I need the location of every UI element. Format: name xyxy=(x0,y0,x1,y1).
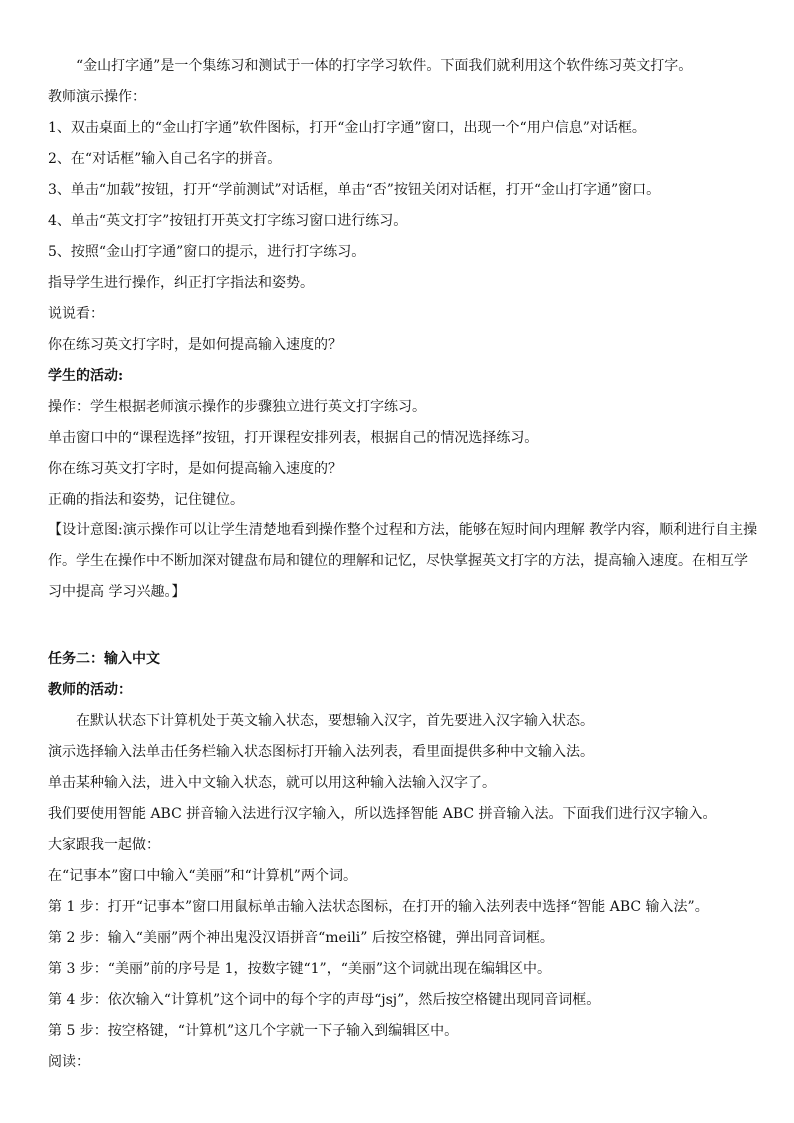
student-line: 你在练习英文打字时，是如何提高输入速度的？ xyxy=(48,461,342,477)
task2-line: 在默认状态下计算机处于英文输入状态，要想输入汉字，首先要进入汉字输入状态。 xyxy=(76,713,594,729)
task2-heading: 任务二：输入中文 xyxy=(48,651,160,667)
guide-students-line: 指导学生进行操作，纠正打字指法和姿势。 xyxy=(48,275,314,291)
intro-paragraph: “金山打字通”是一个集练习和测试于一体的打字学习软件。下面我们就利用这个软件练习英文打字。 xyxy=(76,58,693,74)
discuss-question: 你在练习英文打字时，是如何提高输入速度的？ xyxy=(48,337,342,353)
reading-label: 阅读： xyxy=(48,1054,90,1070)
demo-step: 1、双击桌面上的“金山打字通”软件图标，打开“金山打字通”窗口，出现一个“用户信息”对话框。 xyxy=(48,120,646,136)
task2-step: 第 5 步：按空格键，“计算机”这几个字就一下子输入到编辑区中。 xyxy=(48,1023,459,1039)
student-line: 操作：学生根据老师演示操作的步骤独立进行英文打字练习。 xyxy=(48,399,426,415)
task2-step: 第 2 步：输入“美丽”两个神出鬼没汉语拼音“meili” 后按空格键，弹出同音词框。 xyxy=(48,930,554,946)
demo-step: 4、单击“英文打字”按钮打开英文打字练习窗口进行练习。 xyxy=(48,213,408,229)
task2-line: 大家跟我一起做： xyxy=(48,837,160,853)
task2-step: 第 1 步：打开“记事本”窗口用鼠标单击输入法状态图标，在打开的输入法列表中选择“智能 ABC 输入法”。 xyxy=(48,899,709,915)
teacher-demo-heading: 教师演示操作： xyxy=(48,89,146,105)
task2-step: 第 4 步：依次输入“计算机”这个词中的每个字的声母“jsj”，然后按空格键出现同音词框。 xyxy=(48,992,601,1008)
student-line: 单击窗口中的“课程选择”按钮，打开课程安排列表，根据自己的情况选择练习。 xyxy=(48,430,539,446)
task2-line: 在“记事本”窗口中输入“美丽”和“计算机”两个词。 xyxy=(48,868,357,884)
student-line: 正确的指法和姿势，记住键位。 xyxy=(48,492,244,508)
demo-step: 3、单击“加载”按钮，打开“学前测试”对话框，单击“否”按钮关闭对话框，打开“金山打字通”窗口。 xyxy=(48,182,661,198)
student-activity-heading: 学生的活动: xyxy=(48,368,124,384)
task2-line: 我们要使用智能 ABC 拼音输入法进行汉字输入，所以选择智能 ABC 拼音输入法。下面我们进行汉字输入。 xyxy=(48,806,717,822)
task2-step: 第 3 步：“美丽”前的序号是 1，按数字键“1”，“美丽”这个词就出现在编辑区中。 xyxy=(48,961,552,977)
task2-line: 单击某种输入法，进入中文输入状态，就可以用这种输入法输入汉字了。 xyxy=(48,775,496,791)
discuss-label: 说说看： xyxy=(48,306,104,322)
demo-step: 2、在“对话框”输入自己名字的拼音。 xyxy=(48,151,282,167)
design-intent-paragraph: 【设计意图:演示操作可以让学生清楚地看到操作整个过程和方法，能够在短时间内理解 教学内容，顺利进行自主操作。学生在操作中不断加深对键盘布局和键位的理解和记忆，尽快掌握英文打字的方法，提高输入速度。在相互学习中提高 学习兴趣。】 xyxy=(48,522,758,600)
task2-line: 演示选择输入法单击任务栏输入状态图标打开输入法列表，看里面提供多种中文输入法。 xyxy=(48,744,594,760)
teacher-activity-heading: 教师的活动： xyxy=(48,682,132,698)
demo-step: 5、按照“金山打字通”窗口的提示，进行打字练习。 xyxy=(48,244,366,260)
